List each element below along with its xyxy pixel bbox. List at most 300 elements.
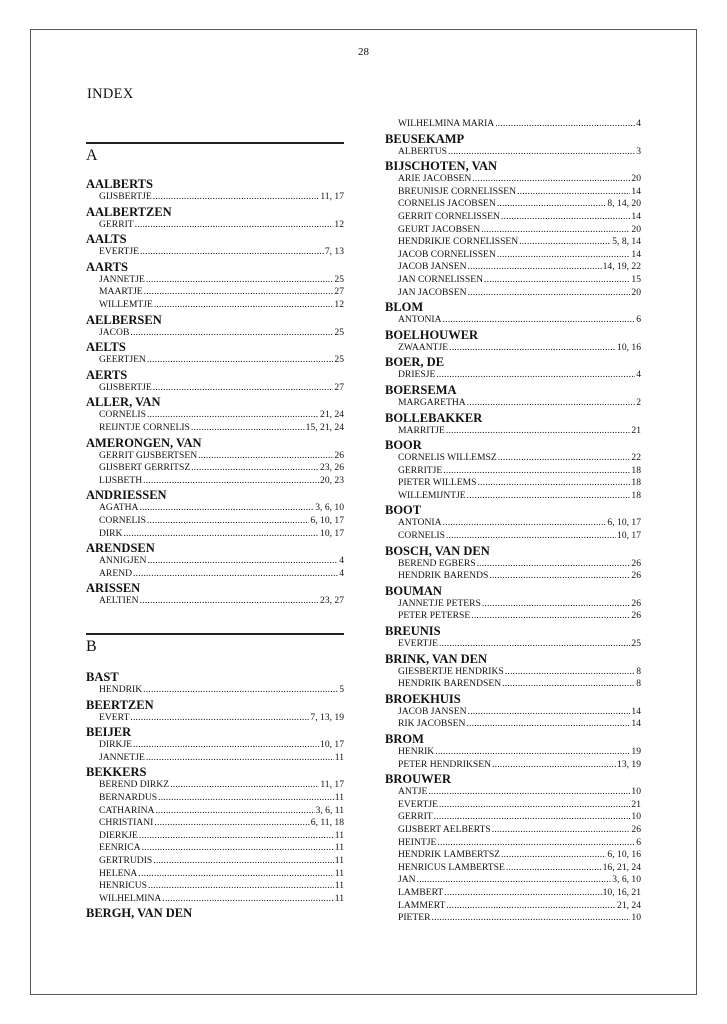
index-entry	[385, 314, 641, 327]
index-entry	[385, 598, 641, 611]
given-name: MARGARETHA	[398, 396, 466, 408]
leader-dots	[501, 211, 631, 224]
given-name: JAN CORNELISSEN	[398, 273, 484, 285]
given-name: GERRIT GIJSBERTSEN	[99, 449, 198, 461]
leader-dots	[170, 779, 319, 792]
given-name: GIJSBERT AELBERTS	[398, 823, 491, 835]
page-refs: 10	[631, 786, 641, 798]
page-refs: 3, 6, 10	[612, 874, 641, 886]
given-name: GERRIT	[398, 811, 433, 823]
index-entry	[385, 198, 641, 211]
page-refs: 4	[339, 567, 344, 579]
surname-heading: BREUNIS	[385, 624, 441, 639]
leader-dots	[519, 236, 611, 249]
leader-dots	[140, 246, 324, 259]
page-refs: 14	[631, 718, 641, 730]
given-name: CORNELIS JACOBSEN	[398, 198, 496, 210]
given-name: HELENA	[99, 867, 138, 879]
given-name: HENDRIK BARENDS	[398, 570, 489, 582]
index-entry	[385, 759, 641, 772]
page-refs: 26	[631, 823, 641, 835]
given-name: HENDRIK	[99, 684, 143, 695]
leader-dots	[446, 425, 631, 438]
surname-heading: AELBERSEN	[86, 312, 162, 327]
page-refs: 21	[631, 424, 641, 436]
surname-heading: AELTS	[86, 340, 126, 355]
given-name: JAN JACOBSEN	[398, 286, 467, 298]
surname-heading: AALBERTZEN	[86, 204, 172, 219]
page-refs: 8	[636, 678, 641, 690]
page-refs: 3, 6, 10	[315, 502, 344, 514]
leader-dots	[492, 824, 631, 837]
surname-heading: BEUSEKAMP	[385, 131, 465, 146]
index-entry	[385, 397, 641, 410]
surname-heading: ANDRIESSEN	[86, 488, 167, 503]
leader-dots	[443, 314, 636, 327]
given-name: LIJSBETH	[99, 474, 143, 486]
given-name: ARIE JACOBSEN	[398, 173, 472, 185]
surname-heading: BOUMAN	[385, 583, 442, 598]
page-refs: 27	[334, 381, 344, 393]
surname-heading: BEKKERS	[86, 765, 147, 780]
page-refs: 10	[631, 811, 641, 823]
given-name: GIJSBERTJE	[99, 191, 152, 202]
index-entry	[86, 515, 344, 528]
leader-dots	[439, 638, 630, 651]
index-entry	[385, 211, 641, 224]
leader-dots	[484, 274, 630, 287]
leader-dots	[443, 517, 607, 530]
leader-dots	[146, 752, 334, 765]
surname-heading: BOLLEBAKKER	[385, 410, 483, 425]
page-refs: 6, 10, 17	[310, 514, 344, 526]
index-entry	[385, 799, 641, 812]
given-name: GERTRUDIS	[99, 854, 153, 866]
given-name: DIRK	[99, 527, 123, 539]
given-name: GERRIT CORNELISSEN	[398, 210, 500, 222]
page-refs: 4	[339, 555, 344, 567]
surname-heading: AALBERTS	[86, 177, 153, 191]
index-entry	[86, 779, 344, 792]
surname-heading: ARENDSEN	[86, 541, 155, 556]
leader-dots	[142, 842, 334, 855]
leader-dots	[147, 409, 319, 422]
index-entry	[385, 610, 641, 623]
given-name: WILHELMINA MARIA	[398, 118, 495, 129]
index-entry	[385, 452, 641, 465]
letter-section	[86, 176, 344, 608]
page-refs: 20, 23	[320, 474, 344, 486]
page-refs: 10, 16, 21	[602, 886, 641, 898]
index-entry	[86, 246, 344, 259]
page-refs: 26	[334, 449, 344, 461]
leader-dots	[428, 786, 630, 799]
page-refs: 18	[631, 489, 641, 501]
given-name: BEREND DIRKZ	[99, 779, 170, 791]
page-refs: 10, 17	[320, 739, 344, 751]
leader-dots	[439, 799, 630, 812]
index-entry	[385, 369, 641, 382]
given-name: WILLEMTJE	[99, 298, 153, 310]
given-name: MARRITJE	[398, 424, 445, 436]
index-entry	[86, 568, 344, 581]
given-name: EVERTJE	[398, 638, 438, 650]
given-name: ZWAANTJE	[398, 341, 449, 353]
given-name: RIK JACOBSEN	[398, 718, 466, 730]
leader-dots	[143, 684, 338, 697]
leader-dots	[495, 118, 635, 131]
page-refs: 7, 13	[324, 246, 344, 258]
leader-dots	[482, 598, 631, 611]
page-refs: 25	[334, 354, 344, 366]
index-entry	[385, 666, 641, 679]
leader-dots	[154, 817, 309, 830]
page-refs: 23, 26	[320, 462, 344, 474]
index-entry	[86, 712, 344, 725]
surname-heading: BERGH, VAN DEN	[86, 906, 193, 921]
leader-dots	[467, 397, 636, 410]
leader-dots	[147, 515, 310, 528]
given-name: JANNETJE	[99, 273, 145, 285]
surname-heading: BLOM	[385, 300, 424, 315]
index-entry	[86, 893, 344, 906]
given-name: HENRICUS	[99, 880, 147, 892]
surname-heading: BROUWER	[385, 772, 451, 787]
page-refs: 11, 17	[320, 191, 344, 202]
index-entry	[385, 530, 641, 543]
surname-heading: ARISSEN	[86, 581, 141, 596]
index-entry	[86, 855, 344, 868]
index-entry	[385, 465, 641, 478]
index-entry	[86, 502, 344, 515]
given-name: HENRICUS LAMBERTSE	[398, 861, 505, 873]
index-entry	[86, 286, 344, 299]
index-entry	[385, 477, 641, 490]
index-entry	[86, 595, 344, 608]
leader-dots	[154, 299, 334, 312]
index-entry	[385, 824, 641, 837]
page-refs: 21, 24	[320, 409, 344, 421]
leader-dots	[130, 712, 309, 725]
leader-dots	[449, 342, 616, 355]
surname-heading: AARTS	[86, 259, 128, 274]
page-refs: 3, 6, 11	[315, 804, 344, 816]
surname-heading: BOELHOUWER	[385, 327, 479, 342]
index-entry	[385, 837, 641, 850]
page-refs: 18	[631, 477, 641, 489]
index-entry	[86, 327, 344, 340]
given-name: ANTONIA	[398, 314, 442, 326]
given-name: BERNARDUS	[99, 791, 158, 803]
page-refs: 25	[334, 273, 344, 285]
leader-dots	[489, 570, 630, 583]
given-name: JACOB	[99, 326, 130, 338]
leader-dots	[477, 558, 631, 571]
index-entry	[385, 706, 641, 719]
page-refs: 10, 16	[617, 341, 641, 353]
leader-dots	[153, 191, 320, 204]
given-name: CORNELIS	[99, 409, 146, 421]
page-refs: 14, 19, 22	[602, 261, 641, 273]
leader-dots	[191, 422, 305, 435]
leader-dots	[436, 369, 635, 382]
leader-dots	[481, 224, 630, 237]
index-entry	[86, 422, 344, 435]
given-name: DIERKJE	[99, 829, 138, 841]
given-name: DRIESJE	[398, 369, 436, 381]
given-name: GIJSBERT GERRITSZ	[99, 462, 191, 474]
index-entry	[385, 517, 641, 530]
leader-dots	[471, 610, 630, 623]
given-name: HENDRIKJE CORNELISSEN	[398, 236, 519, 248]
given-name: CORNELIS	[99, 514, 146, 526]
given-name: JACOB JANSEN	[398, 261, 467, 273]
leader-dots	[446, 900, 616, 913]
leader-dots	[506, 862, 602, 875]
page-refs: 11	[334, 880, 344, 892]
index-entry	[385, 638, 641, 651]
index-entry	[86, 555, 344, 568]
given-name: CATHARINA	[99, 804, 155, 816]
letter-section-heading: A	[86, 142, 344, 175]
surname-heading: BOER, DE	[385, 355, 445, 370]
page-refs: 22	[631, 452, 641, 464]
leader-dots	[155, 805, 314, 818]
leader-dots	[498, 452, 631, 465]
surname-heading: BRINK, VAN DEN	[385, 651, 487, 666]
index-entry	[86, 830, 344, 843]
index-entry	[385, 718, 641, 731]
given-name: DIRKJE	[99, 739, 133, 751]
given-name: EVERTJE	[398, 798, 438, 810]
page-refs: 6	[636, 836, 641, 848]
index-entry	[86, 528, 344, 541]
page-number: 28	[358, 46, 369, 58]
leader-dots	[147, 354, 334, 367]
leader-dots	[123, 528, 319, 541]
index-entry	[86, 191, 344, 204]
given-name: LAMMERT	[398, 899, 446, 911]
index-entry	[86, 462, 344, 475]
index-entry	[385, 173, 641, 186]
index-entry	[86, 475, 344, 488]
letter-section	[86, 669, 344, 920]
leader-dots	[497, 198, 607, 211]
page-refs: 15, 21, 24	[305, 421, 344, 433]
index-entry	[86, 842, 344, 855]
index-entry	[385, 342, 641, 355]
leader-dots	[144, 286, 334, 299]
given-name: BEREND EGBERS	[398, 557, 476, 569]
index-entry	[385, 678, 641, 691]
leader-dots	[198, 450, 333, 463]
page-refs: 8, 14, 20	[607, 198, 641, 210]
page-refs: 26	[631, 610, 641, 622]
page-refs: 18	[631, 464, 641, 476]
given-name: JANNETJE PETERS	[398, 597, 481, 609]
page-refs: 11	[334, 867, 344, 879]
index-entry	[86, 684, 344, 697]
index-entry	[86, 817, 344, 830]
page-refs: 23, 27	[320, 595, 344, 607]
leader-dots	[434, 811, 631, 824]
leader-dots	[147, 555, 338, 568]
leader-dots	[135, 219, 334, 232]
page-refs: 19	[631, 746, 641, 757]
leader-dots	[437, 837, 635, 850]
page-refs: 21, 24	[617, 899, 641, 911]
page-refs: 3	[636, 145, 641, 157]
given-name: GERRIT	[99, 218, 134, 230]
given-name: ANTJE	[398, 786, 428, 798]
surname-heading: BROM	[385, 732, 424, 746]
leader-dots	[517, 186, 630, 199]
index-entry	[86, 409, 344, 422]
index-entry	[385, 786, 641, 799]
page-refs: 10	[631, 912, 641, 924]
leader-dots	[497, 249, 631, 262]
page-refs: 11, 17	[320, 779, 344, 791]
index-entry	[385, 811, 641, 824]
page-refs: 11	[334, 892, 344, 904]
surname-heading: AALTS	[86, 232, 127, 247]
page-refs: 26	[631, 597, 641, 609]
leader-dots	[130, 327, 333, 340]
page-refs: 11	[334, 791, 344, 803]
leader-dots	[138, 868, 333, 881]
leader-dots	[501, 849, 606, 862]
index-entry	[385, 224, 641, 237]
given-name: EENRICA	[99, 842, 141, 854]
index-entry	[385, 874, 641, 887]
given-name: PETER PETERSE	[398, 610, 471, 622]
index-title: INDEX	[87, 86, 134, 102]
given-name: LAMBERT	[398, 886, 444, 898]
leader-dots	[472, 173, 630, 186]
page-refs: 11	[334, 829, 344, 841]
given-name: PIETER	[398, 912, 431, 924]
given-name: ALBERTUS	[398, 145, 447, 157]
index-entry	[385, 746, 641, 759]
given-name: WILLEMIJNTJE	[398, 489, 466, 501]
surname-heading: ALLER, VAN	[86, 395, 161, 410]
page-refs: 12	[334, 218, 344, 230]
given-name: HENDRIK LAMBERTSZ	[398, 849, 501, 861]
index-entry	[86, 868, 344, 881]
given-name: CHRISTIANI	[99, 817, 154, 829]
given-name: BREUNISJE CORNELISSEN	[398, 185, 517, 197]
leader-dots	[133, 568, 338, 581]
leader-dots	[502, 678, 635, 691]
given-name: PIETER WILLEMS	[398, 477, 477, 489]
given-name: JACOB CORNELISSEN	[398, 248, 496, 260]
index-entry	[86, 354, 344, 367]
given-name: CORNELIS	[398, 530, 445, 542]
index-entry	[385, 261, 641, 274]
leader-dots	[139, 502, 314, 515]
surname-heading: BAST	[86, 670, 119, 684]
surname-heading: BOOT	[385, 503, 422, 518]
index-entry	[385, 490, 641, 503]
given-name: REIJNTJE CORNELIS	[99, 421, 190, 433]
leader-dots	[133, 739, 319, 752]
index-entry	[385, 236, 641, 249]
leader-dots	[492, 759, 616, 772]
page-refs: 11	[334, 842, 344, 854]
leader-dots	[143, 475, 319, 488]
index-entry	[86, 382, 344, 395]
leader-dots	[444, 887, 601, 900]
given-name: GIJSBERTJE	[99, 381, 152, 393]
given-name: GEURT JACOBSEN	[398, 223, 481, 235]
page-refs: 26	[631, 557, 641, 569]
leader-dots	[139, 830, 334, 843]
given-name: JACOB JANSEN	[398, 705, 467, 717]
index-entry	[385, 570, 641, 583]
surname-heading: BOOR	[385, 438, 422, 453]
given-name: JANNETJE	[99, 751, 145, 763]
leader-dots	[435, 746, 630, 759]
given-name: JAN	[398, 874, 416, 886]
index-entry	[385, 425, 641, 438]
leader-dots	[477, 477, 630, 490]
leader-dots	[153, 382, 334, 395]
page-refs: 14	[631, 705, 641, 717]
page-refs: 5, 8, 14	[612, 236, 641, 248]
leader-dots	[448, 146, 635, 159]
page-refs: 20	[631, 223, 641, 235]
index-entry	[385, 887, 641, 900]
page-refs: 6, 10, 16	[607, 849, 641, 861]
given-name: ANTONIA	[398, 517, 442, 529]
given-name: EVERTJE	[99, 246, 139, 258]
given-name: GIESBERTJE HENDRIKS	[398, 665, 504, 677]
leader-dots	[417, 874, 612, 887]
given-name: EVERT	[99, 711, 130, 723]
surname-heading: BROEKHUIS	[385, 691, 461, 706]
surname-heading: BEERTZEN	[86, 697, 154, 712]
index-entry	[385, 186, 641, 199]
index-entry	[385, 558, 641, 571]
page-refs: 25	[334, 326, 344, 338]
page-refs: 6	[636, 314, 641, 326]
page-refs: 14	[631, 248, 641, 260]
given-name: AELTIEN	[99, 595, 139, 607]
surname-heading: BEIJER	[86, 725, 132, 740]
index-entry	[86, 739, 344, 752]
page-refs: 15	[631, 273, 641, 285]
index-entry	[86, 792, 344, 805]
index-entry	[385, 912, 641, 925]
page-refs: 11	[334, 751, 344, 763]
index-entry	[385, 249, 641, 262]
page-refs: 13, 19	[617, 758, 641, 770]
surname-heading: AERTS	[86, 367, 128, 382]
surname-heading: BOSCH, VAN DEN	[385, 543, 490, 558]
page-refs: 2	[636, 396, 641, 408]
leader-dots	[158, 792, 334, 805]
page-refs: 25	[631, 638, 641, 650]
given-name: WILHELMINA	[99, 892, 162, 904]
page-refs: 26	[631, 570, 641, 582]
leader-dots	[153, 855, 333, 868]
leader-dots	[466, 718, 630, 731]
given-name: GERRITJE	[398, 464, 443, 476]
page-refs: 16, 21, 24	[602, 861, 641, 873]
given-name: ANNIGJEN	[99, 555, 147, 567]
page-refs: 5	[339, 684, 344, 695]
leader-dots	[148, 880, 334, 893]
